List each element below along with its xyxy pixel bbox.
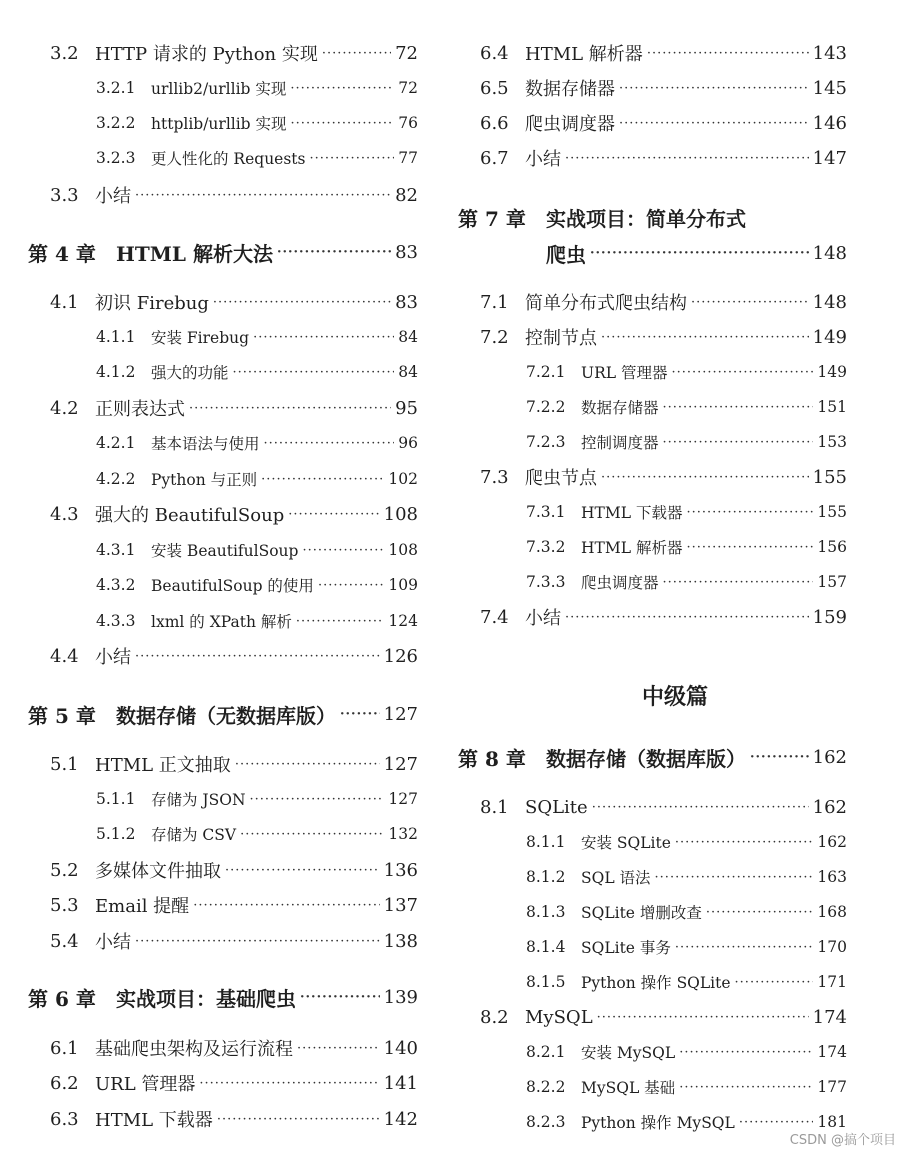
leader-dots	[592, 800, 809, 815]
entry-page-number: 159	[812, 606, 847, 628]
entry-number: 8.1.1	[526, 833, 566, 851]
entry-page-number: 139	[383, 986, 418, 1008]
entry-title: lxml 的 XPath 解析	[151, 613, 292, 631]
leader-dots	[322, 46, 391, 61]
leader-dots	[235, 757, 380, 772]
entry-title: 小结	[95, 186, 131, 207]
entry-page-number: 102	[388, 470, 418, 488]
entry-page-number: 136	[383, 859, 418, 881]
entry-number: 6.7	[480, 147, 509, 169]
entry-title: 基础爬虫架构及运行流程	[95, 1039, 293, 1060]
entry-number: 8.1	[480, 796, 509, 818]
entry-title: 小结	[95, 932, 131, 953]
entry-page-number: 109	[388, 576, 418, 594]
entry-number: 7.3.3	[526, 573, 566, 591]
toc-chapter-row	[28, 699, 418, 729]
entry-number: 4.4	[50, 645, 79, 667]
entry-title: 数据存储器	[581, 399, 659, 417]
entry-page-number: 83	[395, 291, 418, 313]
leader-dots	[233, 365, 395, 380]
entry-number: 4.1	[50, 291, 79, 313]
entry-page-number: 137	[383, 894, 418, 916]
entry-title: 爬虫	[546, 242, 586, 267]
toc-entry-row	[50, 393, 418, 423]
entry-number: 4.2.2	[96, 470, 136, 488]
entry-title: 强大的 BeautifulSoup	[95, 505, 285, 526]
entry-title: 实战项目：基础爬虫	[116, 986, 296, 1011]
toc-entry-row	[96, 428, 418, 458]
toc-entry-row	[480, 38, 847, 68]
entry-number: 4.1.1	[96, 328, 136, 346]
toc-entry-row	[96, 108, 418, 138]
entry-number: 4.3.2	[96, 576, 136, 594]
entry-page-number: 84	[398, 363, 418, 381]
entry-page-number: 174	[817, 1043, 847, 1061]
leader-dots	[296, 614, 385, 629]
entry-title: 安装 Firebug	[151, 329, 250, 347]
entry-title: 数据存储器	[525, 79, 615, 100]
toc-entry-row	[480, 108, 847, 138]
toc-entry-row	[96, 819, 418, 849]
entry-title: MySQL	[525, 1006, 593, 1028]
entry-number: 8.1.5	[526, 973, 566, 991]
entry-page-number: 168	[817, 903, 847, 921]
entry-page-number: 96	[398, 434, 418, 452]
entry-title: 基本语法与使用	[151, 435, 260, 453]
entry-page-number: 153	[817, 433, 847, 451]
entry-title: MySQL 基础	[581, 1079, 676, 1097]
entry-page-number: 177	[817, 1078, 847, 1096]
leader-dots	[318, 578, 384, 593]
toc-entry-row	[96, 464, 418, 494]
leader-dots	[739, 1115, 814, 1130]
leader-dots	[663, 435, 814, 450]
entry-page-number: 143	[812, 42, 847, 64]
entry-number: 3.3	[50, 184, 79, 206]
entry-page-number: 132	[388, 825, 418, 843]
leader-dots	[735, 975, 814, 990]
leader-dots	[619, 81, 809, 96]
entry-title: HTML 解析大法	[116, 241, 273, 266]
entry-title: SQLite 增删改查	[581, 904, 702, 922]
toc-entry-row	[480, 602, 847, 632]
leader-dots	[686, 540, 813, 555]
leader-dots	[671, 365, 813, 380]
leader-dots	[675, 940, 814, 955]
entry-number: 4.2	[50, 397, 79, 419]
entry-page-number: 162	[817, 833, 847, 851]
entry-page-number: 140	[383, 1037, 418, 1059]
entry-number: 6.3	[50, 1108, 79, 1130]
entry-page-number: 174	[812, 1006, 847, 1028]
entry-page-number: 126	[383, 645, 418, 667]
leader-dots	[340, 707, 380, 722]
leader-dots	[679, 1045, 813, 1060]
entry-title: 小结	[95, 647, 131, 668]
entry-number: 8.1.2	[526, 868, 566, 886]
entry-number: 3.2.3	[96, 149, 136, 167]
toc-entry-row	[526, 827, 847, 857]
toc-entry-row	[50, 1033, 418, 1063]
toc-entry-row	[526, 932, 847, 962]
entry-title: 存储为 JSON	[151, 791, 246, 809]
entry-number: 4.2.1	[96, 434, 136, 452]
entry-page-number: 171	[817, 973, 847, 991]
leader-dots	[250, 792, 385, 807]
entry-page-number: 141	[383, 1072, 418, 1094]
entry-page-number: 127	[383, 703, 418, 725]
entry-title: Python 操作 SQLite	[581, 974, 731, 992]
entry-title: HTML 正文抽取	[95, 755, 231, 776]
leader-dots	[290, 81, 394, 96]
entry-page-number: 147	[812, 147, 847, 169]
entry-number: 6.2	[50, 1072, 79, 1094]
toc-entry-row	[526, 967, 847, 997]
entry-number: 7.2.1	[526, 363, 566, 381]
leader-dots	[135, 188, 391, 203]
toc-entry-row	[526, 392, 847, 422]
entry-number: 5.2	[50, 859, 79, 881]
leader-dots	[663, 400, 814, 415]
toc-entry-row	[480, 287, 847, 317]
toc-entry-row	[50, 1068, 418, 1098]
entry-number: 6.5	[480, 77, 509, 99]
leader-dots	[213, 295, 391, 310]
entry-page-number: 181	[817, 1113, 847, 1131]
entry-title: 控制节点	[525, 328, 597, 349]
toc-entry-row	[526, 567, 847, 597]
entry-number: 5.1.1	[96, 790, 136, 808]
entry-page-number: 138	[383, 930, 418, 952]
leader-dots	[300, 990, 380, 1005]
toc-entry-row	[50, 1104, 418, 1134]
entry-title: SQLite 事务	[581, 939, 671, 957]
toc-entry-row	[526, 1072, 847, 1102]
entry-number: 8.1.4	[526, 938, 566, 956]
leader-dots	[686, 505, 813, 520]
entry-number: 8.1.3	[526, 903, 566, 921]
entry-number: 5.1.2	[96, 825, 136, 843]
leader-dots	[310, 151, 395, 166]
entry-number: 4.3.3	[96, 612, 136, 630]
toc-chapter-row	[546, 238, 847, 268]
entry-number: 7.3.2	[526, 538, 566, 556]
entry-title: 简单分布式爬虫结构	[525, 293, 687, 314]
leader-dots	[135, 934, 380, 949]
toc-entry-row	[96, 784, 418, 814]
entry-title: 数据存储（无数据库版）	[116, 703, 336, 728]
toc-entry-row	[50, 855, 418, 885]
entry-number: 6.6	[480, 112, 509, 134]
leader-dots	[706, 905, 814, 920]
entry-title: BeautifulSoup 的使用	[151, 577, 314, 595]
toc-entry-row	[480, 143, 847, 173]
leader-dots	[601, 330, 809, 345]
entry-page-number: 83	[395, 241, 418, 263]
leader-dots	[199, 1076, 379, 1091]
entry-number: 8.2.2	[526, 1078, 566, 1096]
entry-title: 爬虫节点	[525, 468, 597, 489]
leader-dots	[291, 116, 395, 131]
entry-title: HTML 下载器	[95, 1110, 213, 1131]
toc-entry-row	[526, 532, 847, 562]
leader-dots	[288, 507, 379, 522]
entry-title: 控制调度器	[581, 434, 659, 452]
leader-dots	[619, 116, 809, 131]
toc-entry-row	[526, 497, 847, 527]
entry-page-number: 142	[383, 1108, 418, 1130]
leader-dots	[253, 330, 394, 345]
toc-entry-row	[50, 890, 418, 920]
entry-number: 3.2.2	[96, 114, 136, 132]
leader-dots	[193, 898, 379, 913]
entry-page-number: 155	[817, 503, 847, 521]
entry-number: 3.2.1	[96, 79, 136, 97]
toc-entry-row	[480, 322, 847, 352]
leader-dots	[565, 610, 809, 625]
entry-page-number: 108	[383, 503, 418, 525]
entry-title: 小结	[525, 149, 561, 170]
toc-entry-row	[50, 926, 418, 956]
entry-title: HTTP 请求的 Python 实现	[95, 44, 318, 65]
entry-title: SQL 语法	[581, 869, 651, 887]
entry-page-number: 82	[395, 184, 418, 206]
entry-number: 6.1	[50, 1037, 79, 1059]
toc-entry-row	[480, 462, 847, 492]
entry-title: urllib2/urllib 实现	[151, 80, 287, 98]
entry-number: 7.2	[480, 326, 509, 348]
entry-page-number: 162	[812, 796, 847, 818]
toc-entry-row	[96, 606, 418, 636]
entry-page-number: 146	[812, 112, 847, 134]
entry-page-number: 163	[817, 868, 847, 886]
toc-chapter-row	[458, 202, 847, 232]
leader-dots	[225, 863, 380, 878]
entry-number: 7.3.1	[526, 503, 566, 521]
entry-page-number: 157	[817, 573, 847, 591]
leader-dots	[264, 436, 395, 451]
toc-entry-row	[480, 73, 847, 103]
entry-number: 3.2	[50, 42, 79, 64]
entry-title: 爬虫调度器	[525, 114, 615, 135]
toc-entry-row	[526, 357, 847, 387]
entry-page-number: 145	[812, 77, 847, 99]
leader-dots	[297, 1041, 380, 1056]
leader-dots	[261, 472, 384, 487]
entry-page-number: 155	[812, 466, 847, 488]
entry-page-number: 127	[383, 753, 418, 775]
entry-title: 正则表达式	[95, 399, 185, 420]
toc-entry-row	[526, 897, 847, 927]
leader-dots	[217, 1112, 380, 1127]
entry-number: 8.2	[480, 1006, 509, 1028]
toc-entry-row	[50, 749, 418, 779]
entry-page-number: 95	[395, 397, 418, 419]
entry-page-number: 149	[812, 326, 847, 348]
watermark: CSDN @搞个项目	[789, 1133, 896, 1148]
leader-dots	[691, 295, 809, 310]
leader-dots	[655, 870, 814, 885]
leader-dots	[135, 649, 380, 664]
toc-entry-row	[50, 180, 418, 210]
toc-chapter-row	[28, 982, 418, 1012]
entry-page-number: 149	[817, 363, 847, 381]
entry-title: 实战项目：简单分布式	[546, 206, 746, 231]
leader-dots	[750, 750, 809, 765]
entry-number: 7.3	[480, 466, 509, 488]
entry-number: 4.3	[50, 503, 79, 525]
entry-number: 第 5 章	[28, 703, 96, 728]
entry-page-number: 72	[395, 42, 418, 64]
toc-entry-row	[480, 792, 847, 822]
entry-title: httplib/urllib 实现	[151, 115, 287, 133]
entry-number: 第 6 章	[28, 986, 96, 1011]
toc-entry-row	[96, 535, 418, 565]
entry-page-number: 156	[817, 538, 847, 556]
entry-number: 4.1.2	[96, 363, 136, 381]
entry-number: 8.2.3	[526, 1113, 566, 1131]
toc-entry-row	[480, 1002, 847, 1032]
part-heading: 中级篇	[641, 685, 708, 710]
entry-number: 第 4 章	[28, 241, 96, 266]
toc-entry-row	[50, 38, 418, 68]
entry-title: SQLite	[525, 796, 588, 818]
entry-title: 多媒体文件抽取	[95, 861, 221, 882]
entry-title: 爬虫调度器	[581, 574, 659, 592]
entry-number: 5.4	[50, 930, 79, 952]
entry-title: Python 与正则	[151, 471, 258, 489]
entry-number: 5.1	[50, 753, 79, 775]
entry-number: 7.1	[480, 291, 509, 313]
entry-title: 更人性化的 Requests	[151, 150, 306, 168]
entry-page-number: 108	[388, 541, 418, 559]
leader-dots	[597, 1010, 809, 1025]
entry-page-number: 148	[812, 291, 847, 313]
entry-page-number: 72	[398, 79, 418, 97]
toc-entry-row	[50, 499, 418, 529]
entry-page-number: 124	[388, 612, 418, 630]
entry-number: 7.2.3	[526, 433, 566, 451]
entry-number: 7.2.2	[526, 398, 566, 416]
leader-dots	[565, 151, 809, 166]
toc-chapter-row	[28, 237, 418, 267]
leader-dots	[647, 46, 809, 61]
entry-title: 初识 Firebug	[95, 293, 209, 314]
toc-entry-row	[526, 427, 847, 457]
entry-number: 5.3	[50, 894, 79, 916]
leader-dots	[302, 543, 384, 558]
toc-entry-row	[96, 143, 418, 173]
entry-title: HTML 下载器	[581, 504, 683, 522]
entry-title: 安装 MySQL	[581, 1044, 676, 1062]
leader-dots	[590, 246, 809, 261]
leader-dots	[189, 401, 391, 416]
toc-entry-row	[96, 570, 418, 600]
entry-number: 第 7 章	[458, 206, 526, 231]
entry-title: Python 操作 MySQL	[581, 1114, 735, 1132]
leader-dots	[277, 245, 391, 260]
entry-page-number: 170	[817, 938, 847, 956]
entry-title: URL 管理器	[95, 1074, 196, 1095]
leader-dots	[679, 1080, 813, 1095]
entry-title: 强大的功能	[151, 364, 229, 382]
entry-title: 数据存储（数据库版）	[546, 746, 746, 771]
entry-title: 安装 BeautifulSoup	[151, 542, 299, 560]
toc-entry-row	[96, 73, 418, 103]
entry-page-number: 162	[812, 746, 847, 768]
entry-number: 4.3.1	[96, 541, 136, 559]
entry-page-number: 84	[398, 328, 418, 346]
entry-page-number: 77	[398, 149, 418, 167]
entry-number: 第 8 章	[458, 746, 526, 771]
entry-title: HTML 解析器	[581, 539, 683, 557]
entry-number: 7.4	[480, 606, 509, 628]
entry-number: 8.2.1	[526, 1043, 566, 1061]
entry-title: URL 管理器	[581, 364, 668, 382]
entry-title: 小结	[525, 608, 561, 629]
entry-page-number: 151	[817, 398, 847, 416]
toc-chapter-row	[458, 742, 847, 772]
leader-dots	[240, 827, 384, 842]
entry-title: 安装 SQLite	[581, 834, 671, 852]
entry-page-number: 148	[812, 242, 847, 264]
toc-entry-row	[96, 357, 418, 387]
entry-page-number: 127	[388, 790, 418, 808]
leader-dots	[675, 835, 814, 850]
toc-entry-row	[526, 862, 847, 892]
leader-dots	[663, 575, 814, 590]
toc-entry-row	[526, 1037, 847, 1067]
toc-entry-row	[96, 322, 418, 352]
entry-title: 存储为 CSV	[151, 826, 237, 844]
leader-dots	[601, 470, 809, 485]
entry-page-number: 76	[398, 114, 418, 132]
entry-number: 6.4	[480, 42, 509, 64]
toc-entry-row	[50, 641, 418, 671]
entry-title: HTML 解析器	[525, 44, 643, 65]
entry-title: Email 提醒	[95, 896, 190, 917]
toc-entry-row	[50, 287, 418, 317]
